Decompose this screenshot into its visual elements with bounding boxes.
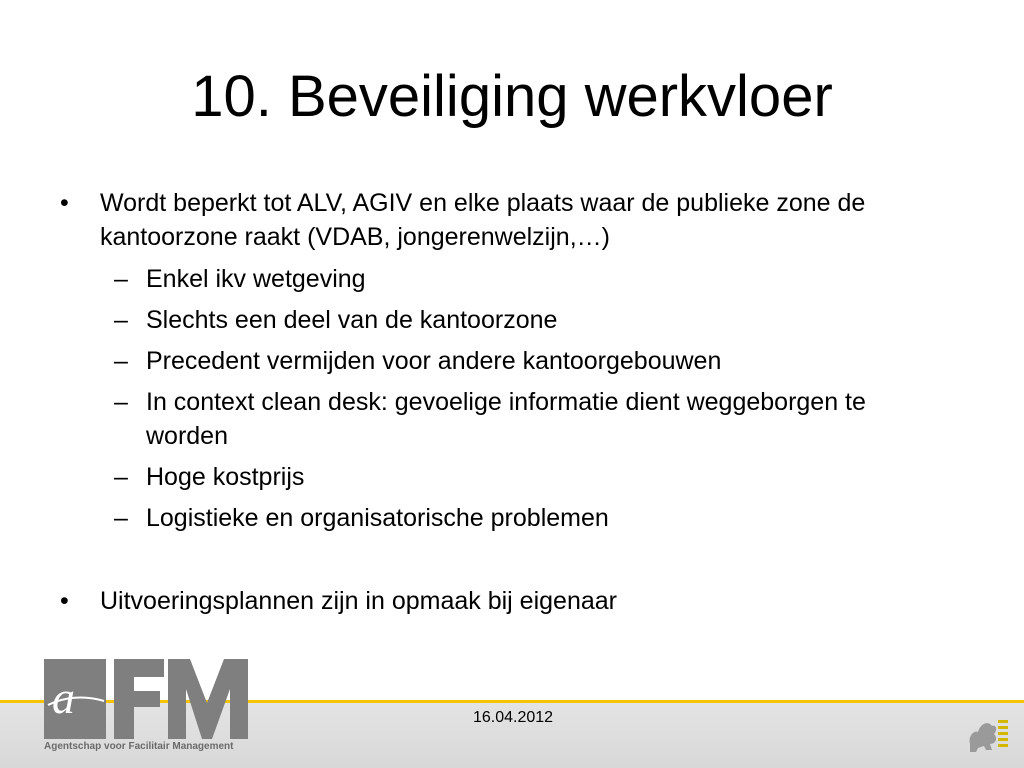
sub-bullet-marker: – xyxy=(114,306,128,334)
sub-bullet-text: Hoge kostprijs xyxy=(146,463,305,491)
slide-title: 10. Beveiliging werkvloer xyxy=(191,64,833,129)
sub-bullet-marker: – xyxy=(114,388,128,416)
sub-bullet-item xyxy=(114,460,946,494)
bullet-text: Uitvoeringsplannen zijn in opmaak bij eigenaar xyxy=(100,587,617,615)
sub-bullet-item xyxy=(114,303,946,337)
svg-text:a: a xyxy=(52,672,75,723)
sub-bullet-text: Slechts een deel van de kantoorzone xyxy=(146,306,558,334)
bullet-marker: • xyxy=(60,587,69,615)
logo-caption: Agentschap voor Facilitair Management xyxy=(44,741,234,752)
flemish-lion-icon xyxy=(962,714,1010,756)
sub-bullet-item xyxy=(114,501,946,535)
sub-bullet-item xyxy=(114,385,941,453)
sub-bullet-text: Enkel ikv wetgeving xyxy=(146,265,366,293)
bullet-marker: • xyxy=(60,189,69,217)
sub-bullet-marker: – xyxy=(114,463,128,491)
sub-bullet-marker: – xyxy=(114,347,128,375)
bullet-item xyxy=(60,186,960,254)
sub-bullet-text: Logistieke en organisatorische problemen xyxy=(146,504,609,532)
bullet-item xyxy=(60,584,960,618)
sub-bullet-marker: – xyxy=(114,504,128,532)
afm-logo xyxy=(44,655,252,755)
sub-bullet-text: Precedent vermijden voor andere kantoorgebouwen xyxy=(146,347,722,375)
sub-bullet-item xyxy=(114,344,946,378)
bullet-text: Wordt beperkt tot ALV, AGIV en elke plaats waar de publieke zone de kantoorzone raakt (VDAB, jongerenwelzijn,…) xyxy=(100,189,866,251)
sub-bullet-item xyxy=(114,262,946,296)
footer-date: 16.04.2012 xyxy=(472,709,554,726)
sub-bullet-marker: – xyxy=(114,265,128,293)
sub-bullet-text: In context clean desk: gevoelige informatie dient weggeborgen te worden xyxy=(146,388,866,450)
